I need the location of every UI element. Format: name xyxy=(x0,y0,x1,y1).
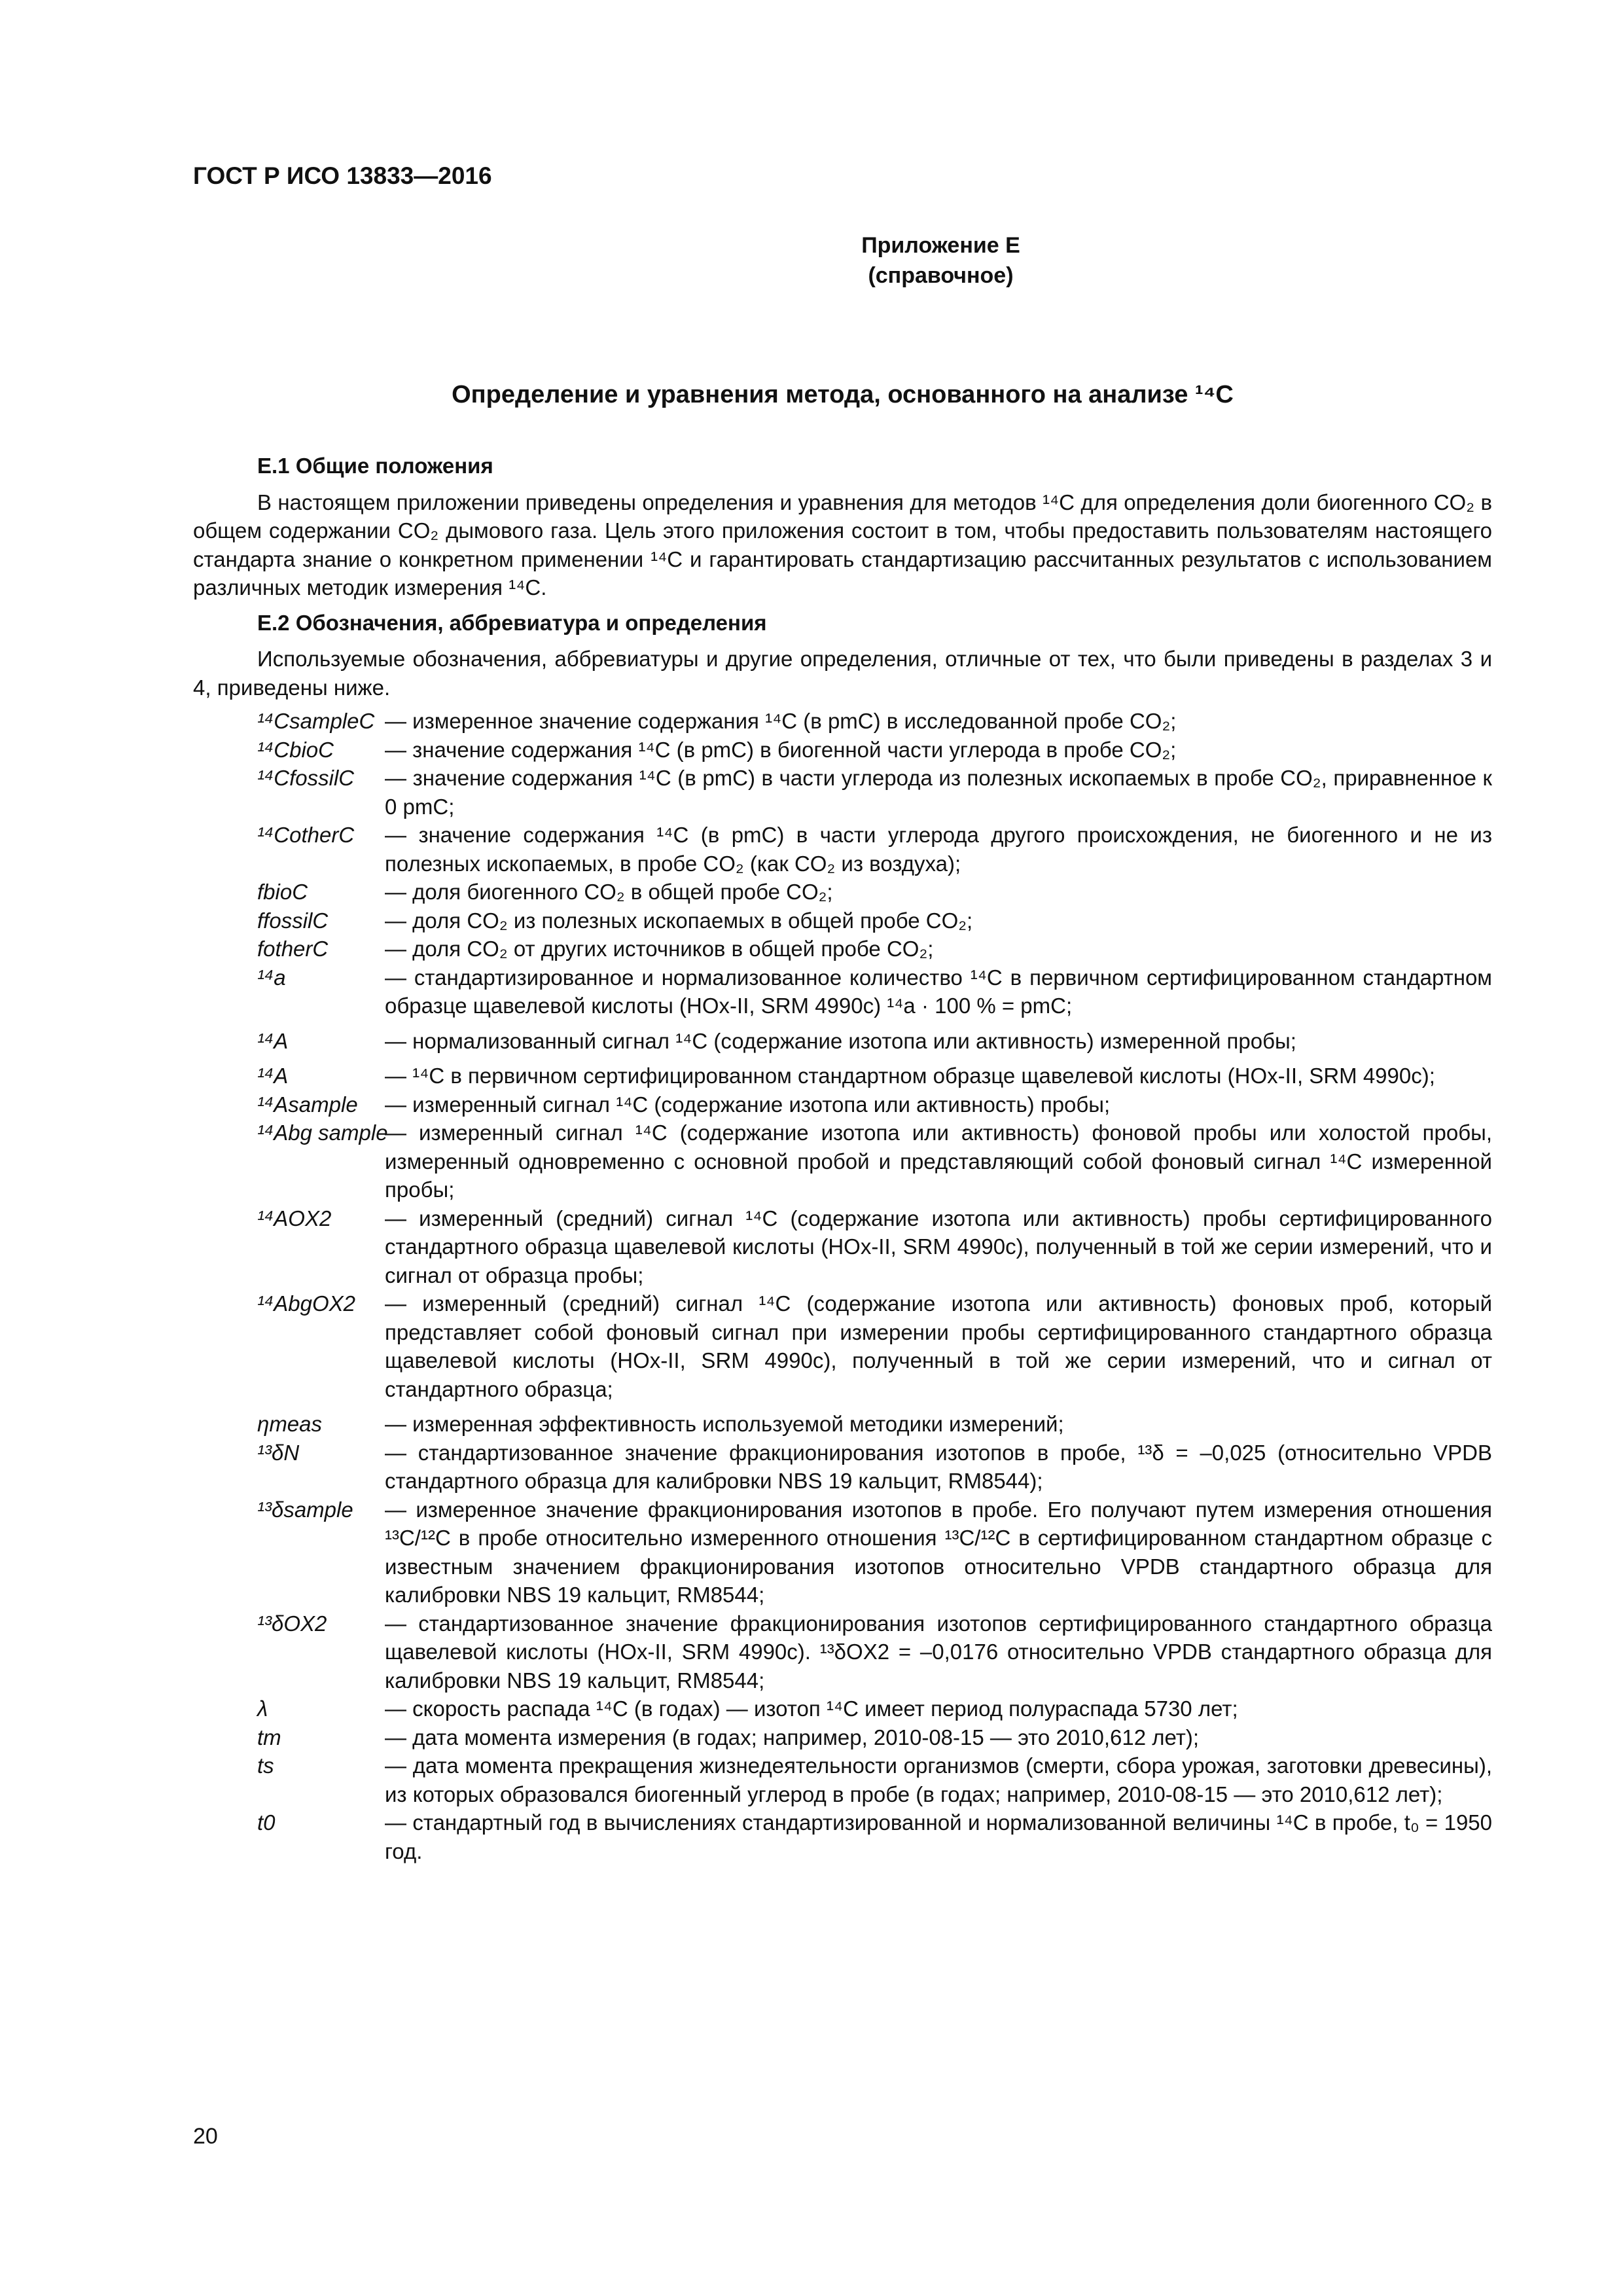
definition-symbol: t0 xyxy=(257,1810,276,1835)
definition-item xyxy=(193,1439,1492,1496)
document-body xyxy=(193,452,1492,1865)
definition-text: — измеренное значение содержания ¹⁴C (в pmC) в исследованной пробе CO₂; xyxy=(385,709,1177,733)
definition-text: — измеренное значение фракционирования изотопов в пробе. Его получают путем измерения отношения ¹³C/¹²C в пробе относительно измеренного отношения ¹³C/¹²C в сертифицированном стандартном образце с известным значением фракционирования изотопов относительно VPDB стандартного образца для калибровки NBS 19 кальцит, RM8544; xyxy=(385,1497,1492,1607)
definition-symbol: ¹⁴A xyxy=(257,1028,289,1053)
definition-symbol: ¹⁴A xyxy=(257,1064,289,1088)
definition-item xyxy=(193,1410,1492,1439)
definition-symbol: ffossilC xyxy=(257,908,329,933)
definition-text: — нормализованный сигнал ¹⁴C (содержание изотопа или активность) измеренной пробы; xyxy=(385,1028,1296,1053)
definition-item xyxy=(193,707,1492,736)
definition-item xyxy=(193,1751,1492,1808)
definition-text: — значение содержания ¹⁴C (в pmC) в биогенной части углерода в пробе CO₂; xyxy=(385,737,1177,762)
definition-symbol: ¹⁴CsampleC xyxy=(257,709,375,733)
definition-item xyxy=(193,1289,1492,1403)
definition-item xyxy=(193,1090,1492,1119)
definition-text: — стандартизованное значение фракционирования изотопов сертифицированного стандартного образца щавелевой кислоты (HOx-II, SRM 4990c). ¹³δOX2 = –0,0176 относительно VPDB стандартного образца для калибровки NBS 19 кальцит, RM8544; xyxy=(385,1611,1492,1693)
definition-item xyxy=(193,878,1492,906)
definition-symbol: ¹⁴CbioC xyxy=(257,737,334,762)
definition-item xyxy=(193,1204,1492,1290)
definition-symbol: fotherC xyxy=(257,937,329,961)
definition-text: — скорость распада ¹⁴C (в годах) — изотоп ¹⁴C имеет период полураспада 5730 лет; xyxy=(385,1696,1238,1721)
section-heading-e1: Е.1 Общие положения xyxy=(257,454,493,478)
definition-text: — стандартизированное и нормализованное количество ¹⁴C в первичном сертифицированном стандартном образце щавелевой кислоты (HOx-II, SRM 4990c) ¹⁴a · 100 % = pmC; xyxy=(385,965,1492,1018)
definition-item xyxy=(193,1808,1492,1865)
section-heading-e2: Е.2 Обозначения, аббревиатура и определения xyxy=(257,610,767,635)
definition-item xyxy=(193,1496,1492,1609)
annex-type: (справочное) xyxy=(868,263,1014,288)
definition-text: — дата момента прекращения жизнедеятельности организмов (смерти, сбора урожая, заготовки древесины), из которых образовался биогенный углерод в пробе (в годах; например, 2010-08-15 — это 2010,612 лет); xyxy=(385,1753,1492,1806)
definition-item xyxy=(193,1695,1492,1723)
definition-text: — доля биогенного CO₂ в общей пробе CO₂; xyxy=(385,880,833,904)
definition-symbol: ¹⁴AbgOX2 xyxy=(257,1291,356,1316)
standard-header: ГОСТ Р ИСО 13833—2016 xyxy=(193,162,492,189)
definition-item xyxy=(193,906,1492,935)
definitions-list xyxy=(193,707,1492,1865)
definition-text: — дата момента измерения (в годах; например, 2010-08-15 — это 2010,612 лет); xyxy=(385,1725,1200,1749)
definition-text: — измеренный (средний) сигнал ¹⁴C (содержание изотопа или активность) пробы сертифицированного стандартного образца щавелевой кислоты (HOx-II, SRM 4990c), полученный в той же серии измерений, что и сигнал от образца пробы; xyxy=(385,1206,1492,1287)
definition-item xyxy=(193,821,1492,878)
definition-text: — доля CO₂ от других источников в общей пробе CO₂; xyxy=(385,937,934,961)
definition-symbol: ¹⁴CotherC xyxy=(257,823,355,847)
definition-symbol: fbioC xyxy=(257,880,308,904)
definition-symbol: ¹³δsample xyxy=(257,1497,353,1522)
definition-text: — ¹⁴C в первичном сертифицированном стандартном образце щавелевой кислоты (HOx-II, SRM 4990c); xyxy=(385,1064,1435,1088)
definition-symbol: ts xyxy=(257,1753,274,1778)
definition-symbol: ¹³δOX2 xyxy=(257,1611,327,1636)
definition-item xyxy=(193,963,1492,1020)
definition-text: — значение содержания ¹⁴C (в pmC) в части углерода из полезных ископаемых в пробе CO₂, приравненное к 0 pmC; xyxy=(385,766,1492,819)
definition-item xyxy=(193,736,1492,764)
definition-symbol: ηmeas xyxy=(257,1412,323,1436)
definition-text: — стандартный год в вычислениях стандартизированной и нормализованной величины ¹⁴C в пробе, t₀ = 1950 год. xyxy=(385,1810,1492,1863)
definition-symbol: ¹⁴CfossilC xyxy=(257,766,355,790)
definition-item xyxy=(193,1062,1492,1090)
definition-item xyxy=(193,1119,1492,1204)
definition-symbol: tm xyxy=(257,1725,281,1749)
section-e1-paragraph: В настоящем приложении приведены определения и уравнения для методов ¹⁴C для определения доли биогенного CO₂ в общем содержании CO₂ дымового газа. Цель этого приложения состоит в том, чтобы предоставить пользователям настоящего стандарта знание о конкретном применении ¹⁴C и гарантировать стандартизацию рассчитанных результатов с использованием различных методик измерения ¹⁴C. xyxy=(193,490,1492,600)
definition-symbol: ¹³δN xyxy=(257,1440,300,1465)
definition-text: — доля CO₂ из полезных ископаемых в общей пробе CO₂; xyxy=(385,908,973,933)
annex-title: Определение и уравнения метода, основанного на анализе ¹⁴C xyxy=(452,381,1234,408)
definition-item xyxy=(193,935,1492,963)
annex-label: Приложение Е xyxy=(861,233,1020,258)
page-number: 20 xyxy=(193,2124,218,2149)
definition-text: — значение содержания ¹⁴C (в pmC) в части углерода другого происхождения, не биогенного и не из полезных ископаемых, в пробе CO₂ (как CO₂ из воздуха); xyxy=(385,823,1492,876)
definition-text: — стандартизованное значение фракционирования изотопов в пробе, ¹³δ = –0,025 (относительно VPDB стандартного образца для калибровки NBS 19 кальцит, RM8544); xyxy=(385,1440,1492,1493)
definition-symbol: ¹⁴Asample xyxy=(257,1092,358,1117)
definition-item xyxy=(193,1723,1492,1752)
definition-symbol: λ xyxy=(257,1696,268,1721)
definition-item xyxy=(193,1027,1492,1056)
definition-item xyxy=(193,1609,1492,1695)
definition-item xyxy=(193,764,1492,821)
definition-text: — измеренный (средний) сигнал ¹⁴C (содержание изотопа или активность) фоновых проб, который представляет собой фоновый сигнал при измерении пробы сертифицированного стандартного образца щавелевой кислоты (HOx-II, SRM 4990c), полученный в той же серии измерений, что и сигнал от стандартного образца; xyxy=(385,1291,1492,1401)
definition-text: — измеренная эффективность используемой методики измерений; xyxy=(385,1412,1064,1436)
annex-heading xyxy=(193,230,1495,291)
definition-text: — измеренный сигнал ¹⁴C (содержание изотопа или активность) пробы; xyxy=(385,1092,1111,1117)
definition-symbol: ¹⁴AOX2 xyxy=(257,1206,332,1230)
definition-symbol: ¹⁴a xyxy=(257,965,286,990)
definition-text: — измеренный сигнал ¹⁴C (содержание изотопа или активность) фоновой пробы или холостой пробы, измеренный одновременно с основной пробой и представляющий собой фоновый сигнал ¹⁴C измеренной пробы; xyxy=(385,1121,1492,1202)
definition-symbol: ¹⁴Abg sample xyxy=(257,1121,388,1145)
section-e2-intro: Используемые обозначения, аббревиатуры и другие определения, отличные от тех, что были приведены в разделах 3 и 4, приведены ниже. xyxy=(193,647,1492,700)
